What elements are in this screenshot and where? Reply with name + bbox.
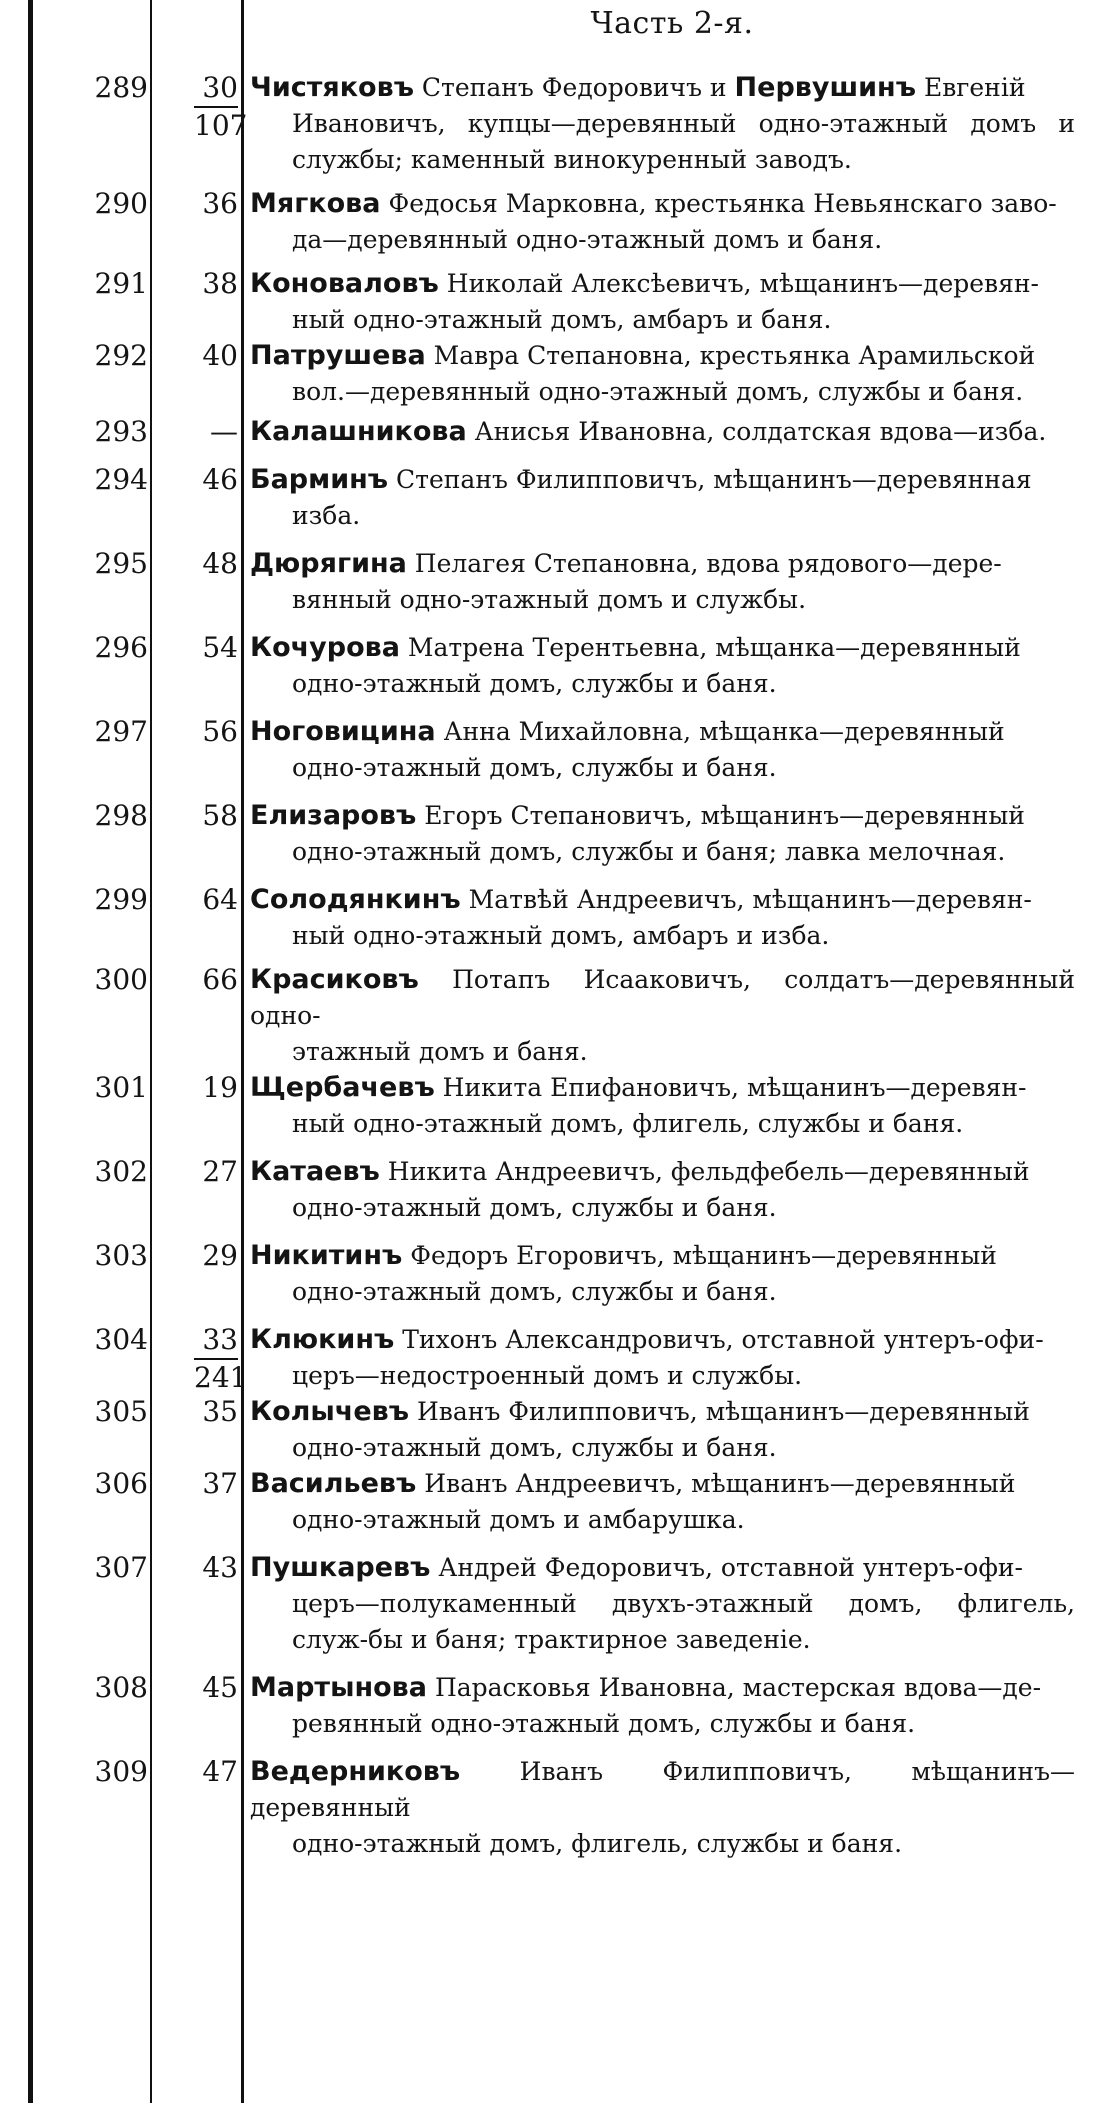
owner-name: Барминъ <box>250 464 389 495</box>
table-row <box>0 630 1100 702</box>
owner-name: Елизаровъ <box>250 800 417 831</box>
plot-number: 36 <box>202 187 238 220</box>
property-description: церъ—недостроенный домъ и службы. <box>292 1361 803 1390</box>
owner-details: Анисья Ивановна, солдатская вдова—изба. <box>466 417 1047 446</box>
owner-name: Колычевъ <box>250 1396 410 1427</box>
entry-text <box>250 186 1075 258</box>
entry-text <box>250 630 1075 702</box>
owner-details: Степанъ Федоровичъ и <box>413 73 735 102</box>
entry-number: 307 <box>94 1551 148 1584</box>
entry-number: 295 <box>94 547 148 580</box>
table-row <box>0 882 1100 954</box>
owner-name: Пушкаревъ <box>250 1552 431 1583</box>
entry-text <box>250 1154 1075 1226</box>
entry-text <box>250 1670 1075 1742</box>
entry-text <box>250 1394 1075 1466</box>
table-row <box>0 1466 1100 1538</box>
entry-text <box>250 882 1075 954</box>
table-row <box>0 1238 1100 1310</box>
table-row <box>0 186 1100 258</box>
plot-number: — <box>210 415 238 448</box>
entry-number: 309 <box>94 1755 148 1788</box>
property-description: вянный одно-этажный домъ и службы. <box>292 585 807 614</box>
property-description: церъ—полукаменный двухъ-этажный домъ, флигель, служ-бы и баня; трактирное заведеніе. <box>292 1589 1075 1654</box>
owner-name: Коноваловъ <box>250 268 439 299</box>
plot-number: 46 <box>202 463 238 496</box>
property-description: одно-этажный домъ, службы и баня. <box>292 753 777 782</box>
entry-number: 289 <box>94 71 148 104</box>
entry-number: 293 <box>94 415 148 448</box>
table-row <box>0 1670 1100 1742</box>
owner-details: Матвѣй Андреевичъ, мѣщанинъ—деревян- <box>460 885 1032 914</box>
plot-number: 27 <box>202 1155 238 1188</box>
table-row <box>0 1070 1100 1142</box>
owner-details: Парасковья Ивановна, мастерская вдова—де- <box>427 1673 1042 1702</box>
entry-text <box>250 798 1075 870</box>
plot-number: 37 <box>202 1467 238 1500</box>
owner-name: Чистяковъ <box>250 72 414 103</box>
plot-number: 54 <box>202 631 238 664</box>
owner-details: Иванъ Андреевичъ, мѣщанинъ—деревянный <box>416 1469 1016 1498</box>
plot-number: 43 <box>202 1551 238 1584</box>
plot-number-bottom: 107 <box>194 109 248 142</box>
entry-number: 290 <box>94 187 148 220</box>
owner-name: Ведерниковъ <box>250 1756 461 1787</box>
plot-number: 38 <box>202 267 238 300</box>
plot-number-top: 33 <box>194 1322 238 1360</box>
table-row <box>0 266 1100 338</box>
plot-number: 47 <box>202 1755 238 1788</box>
entry-number: 297 <box>94 715 148 748</box>
entry-number: 299 <box>94 883 148 916</box>
table-row <box>0 798 1100 870</box>
plot-number: 35 <box>202 1395 238 1428</box>
co-owner-details: Евгеній <box>916 73 1026 102</box>
property-description: ный одно-этажный домъ, амбаръ и баня. <box>292 305 832 334</box>
owner-name: Солодянкинъ <box>250 884 461 915</box>
property-description: одно-этажный домъ, флигель, службы и баня. <box>292 1829 903 1858</box>
entry-text <box>250 546 1075 618</box>
co-owner-name: Первушинъ <box>734 72 917 103</box>
entry-text <box>250 962 1075 1070</box>
table-row <box>0 1394 1100 1466</box>
entry-text <box>250 1238 1075 1310</box>
entry-text <box>250 1754 1075 1862</box>
owner-details: Федосья Марковна, крестьянка Невьянскаго заво- <box>380 189 1057 218</box>
page-header: Часть 2-я. <box>590 6 754 41</box>
owner-name: Васильевъ <box>250 1468 417 1499</box>
table-row <box>0 1754 1100 1862</box>
owner-details: Егоръ Степановичъ, мѣщанинъ—деревянный <box>416 801 1025 830</box>
entry-number: 308 <box>94 1671 148 1704</box>
table-row <box>0 546 1100 618</box>
table-row <box>0 1322 1100 1394</box>
owner-name: Клюкинъ <box>250 1324 395 1355</box>
owner-name: Красиковъ <box>250 964 419 995</box>
entry-number: 291 <box>94 267 148 300</box>
table-row <box>0 1154 1100 1226</box>
table-row <box>0 414 1100 450</box>
plot-number: 58 <box>202 799 238 832</box>
entry-text <box>250 338 1075 410</box>
entry-number: 304 <box>94 1323 148 1356</box>
entry-number: 305 <box>94 1395 148 1428</box>
owner-details: Степанъ Филипповичъ, мѣщанинъ—деревянная <box>388 465 1032 494</box>
owner-name: Патрушева <box>250 340 426 371</box>
entry-text <box>250 714 1075 786</box>
property-description: одно-этажный домъ, службы и баня. <box>292 1433 777 1462</box>
table-row <box>0 714 1100 786</box>
property-description: одно-этажный домъ и амбарушка. <box>292 1505 745 1534</box>
plot-number: 45 <box>202 1671 238 1704</box>
property-description: ревянный одно-этажный домъ, службы и баня. <box>292 1709 916 1738</box>
property-description: одно-этажный домъ, службы и баня. <box>292 669 777 698</box>
owner-details: Николай Алексѣевичъ, мѣщанинъ—деревян- <box>438 269 1040 298</box>
property-description: Ивановичъ, купцы—деревянный одно-этажный домъ и службы; каменный винокуренный заводъ. <box>292 109 1075 174</box>
owner-details: Мавра Степановна, крестьянка Арамильской <box>425 341 1036 370</box>
entry-text <box>250 462 1075 534</box>
owner-name: Мягкова <box>250 188 381 219</box>
plot-number: 19 <box>202 1071 238 1104</box>
entry-text <box>250 1550 1075 1658</box>
owner-name: Никитинъ <box>250 1240 403 1271</box>
entry-number: 298 <box>94 799 148 832</box>
owner-name: Дюрягина <box>250 548 407 579</box>
plot-number-bottom: 241 <box>194 1361 248 1394</box>
property-description: одно-этажный домъ, службы и баня; лавка мелочная. <box>292 837 1006 866</box>
property-description: одно-этажный домъ, службы и баня. <box>292 1277 777 1306</box>
table-row <box>0 70 1100 178</box>
table-row <box>0 1550 1100 1658</box>
owner-details: Иванъ Филипповичъ, мѣщанинъ—деревянный <box>250 1757 1075 1822</box>
entry-number: 300 <box>94 963 148 996</box>
owner-name: Ноговицина <box>250 716 436 747</box>
owner-details: Анна Михайловна, мѣщанка—деревянный <box>435 717 1005 746</box>
property-description: изба. <box>292 501 361 530</box>
owner-details: Федоръ Егоровичъ, мѣщанинъ—деревянный <box>402 1241 997 1270</box>
entry-number: 301 <box>94 1071 148 1104</box>
plot-number: 66 <box>202 963 238 996</box>
entry-number: 294 <box>94 463 148 496</box>
entry-text <box>250 1322 1075 1394</box>
owner-name: Мартынова <box>250 1672 427 1703</box>
owner-details: Никита Епифановичъ, мѣщанинъ—деревян- <box>434 1073 1027 1102</box>
plot-number: 56 <box>202 715 238 748</box>
entry-list <box>0 70 1100 1862</box>
owner-details: Иванъ Филипповичъ, мѣщанинъ—деревянный <box>409 1397 1030 1426</box>
owner-details: Пелагея Степановна, вдова рядового—дере- <box>406 549 1002 578</box>
table-row <box>0 338 1100 410</box>
entry-number: 292 <box>94 339 148 372</box>
property-description: ный одно-этажный домъ, флигель, службы и баня. <box>292 1109 964 1138</box>
owner-details: Андрей Федоровичъ, отставной унтеръ-офи- <box>430 1553 1023 1582</box>
owner-details: Потапъ Исааковичъ, солдатъ—деревянный одно- <box>250 965 1075 1030</box>
entry-text <box>250 70 1075 178</box>
plot-number: 40 <box>202 339 238 372</box>
entry-number: 296 <box>94 631 148 664</box>
property-description: вол.—деревянный одно-этажный домъ, службы и баня. <box>292 377 1024 406</box>
property-description: да—деревянный одно-этажный домъ и баня. <box>292 225 883 254</box>
property-description: этажный домъ и баня. <box>292 1037 588 1066</box>
owner-name: Щербачевъ <box>250 1072 435 1103</box>
table-row <box>0 462 1100 534</box>
property-description: ный одно-этажный домъ, амбаръ и изба. <box>292 921 830 950</box>
entry-number: 303 <box>94 1239 148 1272</box>
property-description: одно-этажный домъ, службы и баня. <box>292 1193 777 1222</box>
entry-text <box>250 266 1075 338</box>
owner-details: Матрена Терентьевна, мѣщанка—деревянный <box>399 633 1021 662</box>
owner-name: Кочурова <box>250 632 400 663</box>
entry-number: 302 <box>94 1155 148 1188</box>
owner-name: Катаевъ <box>250 1156 380 1187</box>
plot-number <box>154 70 248 144</box>
owner-details: Тихонъ Александровичъ, отставной унтеръ-офи- <box>394 1325 1044 1354</box>
entry-text <box>250 414 1075 450</box>
plot-number: 29 <box>202 1239 238 1272</box>
plot-number-top: 30 <box>194 70 238 108</box>
table-row <box>0 962 1100 1070</box>
plot-number: 64 <box>202 883 238 916</box>
entry-number: 306 <box>94 1467 148 1500</box>
owner-name: Калашникова <box>250 416 467 447</box>
entry-text <box>250 1466 1075 1538</box>
entry-text <box>250 1070 1075 1142</box>
plot-number: 48 <box>202 547 238 580</box>
plot-number <box>154 1322 248 1396</box>
owner-details: Никита Андреевичъ, фельдфебель—деревянный <box>379 1157 1030 1186</box>
